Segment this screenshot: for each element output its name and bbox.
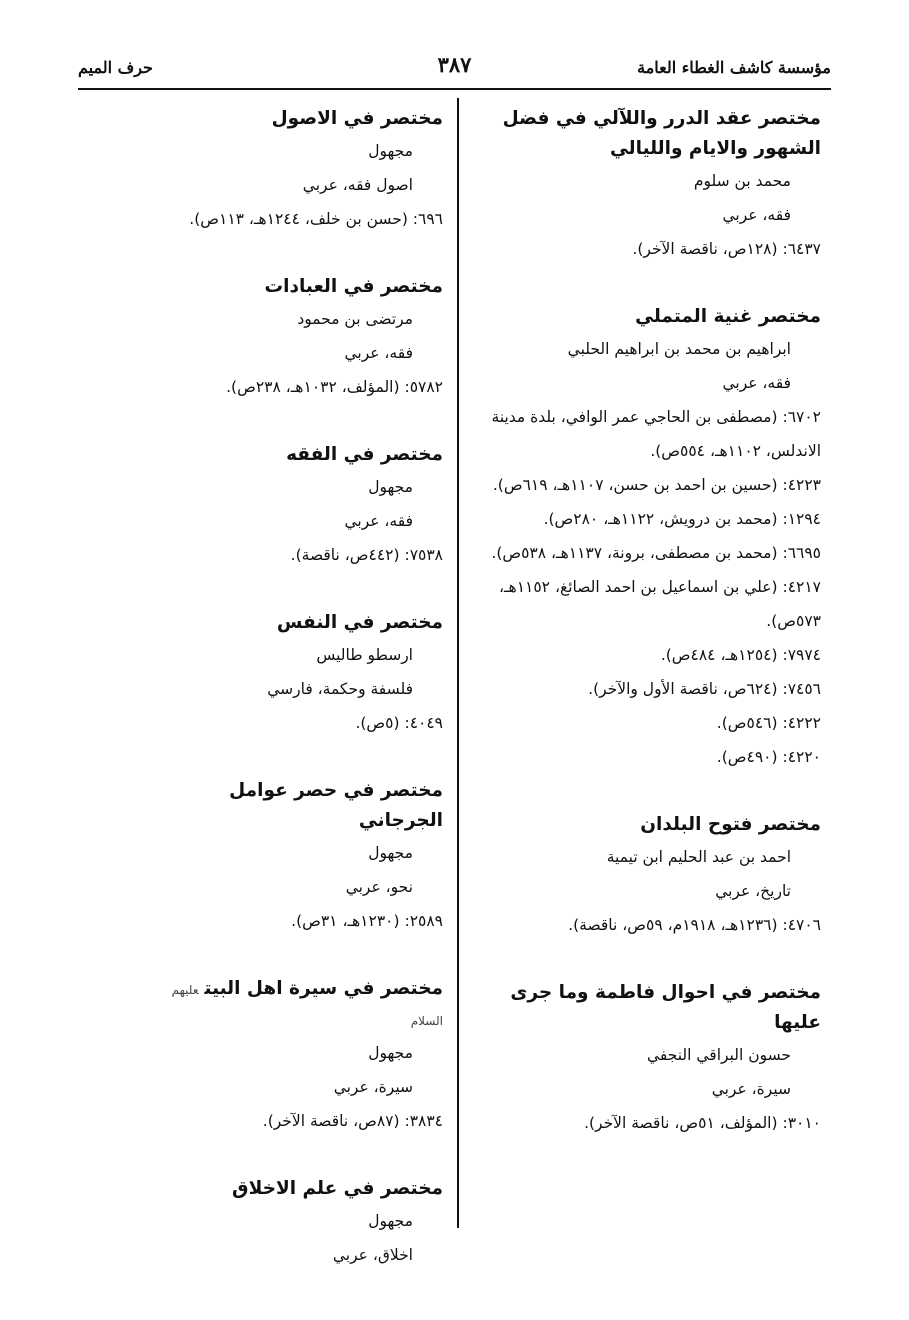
entry-author: مجهول bbox=[368, 1212, 413, 1230]
entry-title bbox=[143, 1174, 443, 1204]
catalog-entry bbox=[143, 608, 443, 740]
catalog-entry bbox=[481, 104, 821, 266]
manuscript-record: ٧٤٥٦: (٦٢٤ص، ناقصة الأول والآخر). bbox=[588, 680, 821, 698]
column-divider bbox=[457, 98, 459, 1228]
entry-subject: فقه، عربي bbox=[722, 206, 791, 224]
entry-author: مجهول bbox=[368, 1044, 413, 1062]
entry-title bbox=[481, 104, 821, 164]
entry-title bbox=[143, 440, 443, 470]
entry-title-text: مختصر في العبادات bbox=[264, 276, 443, 297]
entry-subject: اصول فقه، عربي bbox=[302, 176, 413, 194]
manuscript-record: ٦٩٦: (حسن بن خلف، ١٢٤٤هـ، ١١٣ص). bbox=[189, 210, 443, 228]
entry-title bbox=[143, 104, 443, 134]
right-column bbox=[481, 104, 821, 1176]
entry-title bbox=[481, 810, 821, 840]
entry-author: حسون البراقي النجفي bbox=[646, 1046, 791, 1064]
manuscript-record: ٥٧٨٢: (المؤلف، ١٠٣٢هـ، ٢٣٨ص). bbox=[226, 378, 443, 396]
entry-subject: سيرة، عربي bbox=[711, 1080, 791, 1098]
entry-title-text: مختصر في احوال فاطمة وما جرى عليها bbox=[510, 982, 821, 1033]
manuscript-record: ٤٠٤٩: (٥ص). bbox=[355, 714, 443, 732]
entry-title bbox=[481, 302, 821, 332]
header-rule bbox=[78, 88, 831, 90]
manuscript-record: ٦٦٩٥: (محمد بن مصطفى، برونة، ١١٣٧هـ، ٥٣٨ص). bbox=[491, 544, 821, 562]
entry-title-text: مختصر في حصر عوامل الجرجاني bbox=[229, 780, 443, 831]
manuscript-record: ٣٠١٠: (المؤلف، ٥١ص، ناقصة الآخر). bbox=[584, 1114, 821, 1132]
entry-author: مجهول bbox=[368, 844, 413, 862]
catalog-entry bbox=[143, 1174, 443, 1272]
entry-title-text: مختصر في النفس bbox=[276, 612, 443, 633]
manuscript-record: ٧٥٣٨: (٤٤٢ص، ناقصة). bbox=[290, 546, 443, 564]
entry-title-text: مختصر في الفقه bbox=[286, 444, 443, 465]
manuscript-record: ٤٢٢٢: (٥٤٦ص). bbox=[716, 714, 821, 732]
entry-subject: تاريخ، عربي bbox=[715, 882, 791, 900]
entry-title bbox=[143, 272, 443, 302]
manuscript-record: ٣٨٣٤: (٨٧ص، ناقصة الآخر). bbox=[262, 1112, 443, 1130]
manuscript-record: ١٢٩٤: (محمد بن درويش، ١١٢٢هـ، ٢٨٠ص). bbox=[543, 510, 821, 528]
manuscript-record: ٢٥٨٩: (١٢٣٠هـ، ٣١ص). bbox=[291, 912, 443, 930]
entry-subject: نحو، عربي bbox=[345, 878, 413, 896]
manuscript-record: ٤٢٢٠: (٤٩٠ص). bbox=[716, 748, 821, 766]
entry-title-text: مختصر في سيرة اهل البيت bbox=[204, 978, 443, 999]
entry-title-text: مختصر غنية المتملي bbox=[635, 306, 821, 327]
entry-subject: اخلاق، عربي bbox=[332, 1246, 413, 1264]
publisher-name: مؤسسة كاشف الغطاء العامة bbox=[637, 58, 831, 77]
entry-author: مرتضى بن محمود bbox=[297, 310, 413, 328]
entry-author: مجهول bbox=[368, 142, 413, 160]
entry-title-text: مختصر فتوح البلدان bbox=[640, 814, 821, 835]
catalog-entry bbox=[143, 272, 443, 404]
entry-title-text: مختصر في علم الاخلاق bbox=[232, 1178, 443, 1199]
left-column bbox=[143, 104, 443, 1308]
manuscript-record: ٦٤٣٧: (١٢٨ص، ناقصة الآخر). bbox=[632, 240, 821, 258]
entry-subject: فقه، عربي bbox=[344, 512, 413, 530]
catalog-entry bbox=[143, 104, 443, 236]
entry-subject: فقه، عربي bbox=[722, 374, 791, 392]
entry-title-text: مختصر في الاصول bbox=[271, 108, 443, 129]
catalog-entry bbox=[481, 978, 821, 1140]
entry-subject: فلسفة وحكمة، فارسي bbox=[267, 680, 413, 698]
manuscript-record: ٤٢١٧: (علي بن اسماعيل بن احمد الصائغ، ١١٥٢هـ، ٥٧٣ص). bbox=[498, 578, 821, 630]
catalog-entry bbox=[143, 440, 443, 572]
entry-author: محمد بن سلوم bbox=[693, 172, 791, 190]
honorific-mark: عليهم السلام bbox=[171, 983, 443, 1028]
catalog-entry bbox=[143, 974, 443, 1138]
entry-title bbox=[143, 776, 443, 836]
catalog-entry bbox=[481, 302, 821, 774]
page-number: ٣٨٧ bbox=[437, 52, 472, 77]
entry-author: مجهول bbox=[368, 478, 413, 496]
entry-subject: فقه، عربي bbox=[344, 344, 413, 362]
catalog-entry bbox=[481, 810, 821, 942]
section-title: حرف الميم bbox=[78, 58, 153, 77]
entry-title bbox=[143, 974, 443, 1036]
entry-subject: سيرة، عربي bbox=[333, 1078, 413, 1096]
catalog-entry bbox=[143, 776, 443, 938]
manuscript-record: ٧٩٧٤: (١٢٥٤هـ، ٤٨٤ص). bbox=[660, 646, 821, 664]
entry-author: احمد بن عبد الحليم ابن تيمية bbox=[606, 848, 791, 866]
entry-author: ابراهيم بن محمد بن ابراهيم الحلبي bbox=[567, 340, 791, 358]
page-header bbox=[78, 52, 831, 84]
manuscript-record: ٤٢٢٣: (حسين بن احمد بن حسن، ١١٠٧هـ، ٦١٩ص). bbox=[492, 476, 821, 494]
entry-author: ارسطو طاليس bbox=[316, 646, 413, 664]
entry-title-text: مختصر عقد الدرر واللآلي في فضل الشهور والايام والليالي bbox=[502, 108, 821, 159]
entry-title bbox=[143, 608, 443, 638]
manuscript-record: ٤٧٠٦: (١٢٣٦هـ، ١٩١٨م، ٥٩ص، ناقصة). bbox=[568, 916, 821, 934]
entry-title bbox=[481, 978, 821, 1038]
manuscript-record: ٦٧٠٢: (مصطفى بن الحاجي عمر الوافي، بلدة مدينة الاندلس، ١١٠٢هـ، ٥٥٤ص). bbox=[491, 408, 821, 460]
